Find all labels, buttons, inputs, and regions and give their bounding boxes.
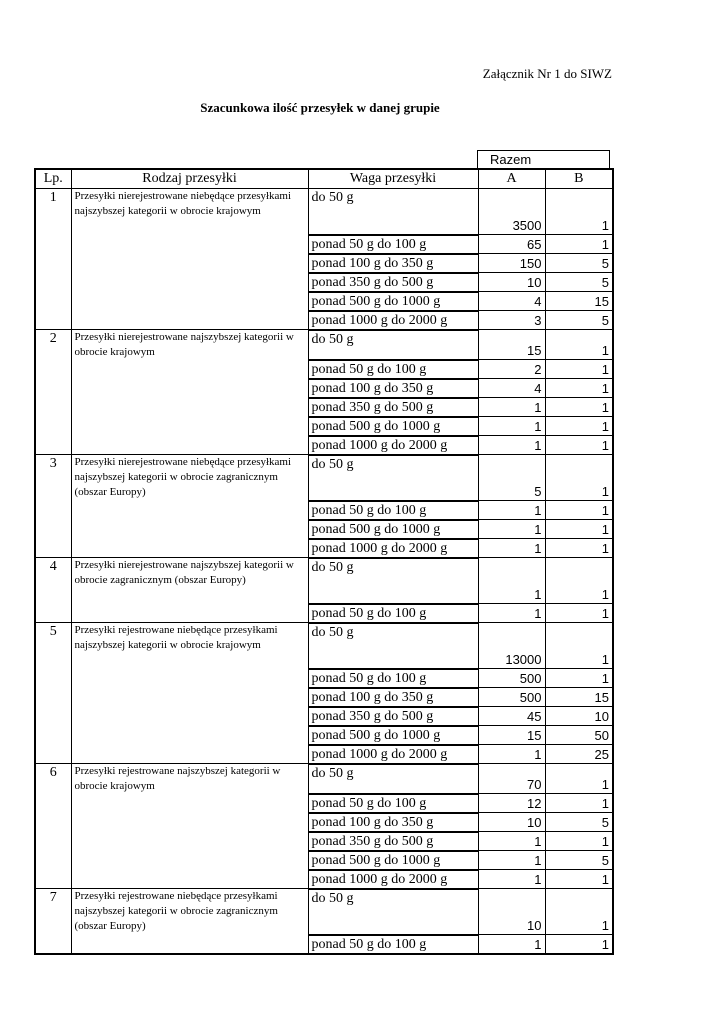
value-a-cell: 12: [478, 794, 545, 813]
value-b-cell: 1: [545, 558, 613, 604]
value-b-cell: 1: [545, 539, 613, 558]
group-number: 3: [35, 455, 71, 558]
value-b-cell: 1: [545, 604, 613, 623]
value-a-cell: 1: [478, 520, 545, 539]
table-row: [35, 764, 613, 794]
value-a-cell: 65: [478, 235, 545, 254]
shipments-table: [34, 168, 614, 955]
value-a-cell: 15: [478, 726, 545, 745]
value-a-cell: 10: [478, 889, 545, 935]
shipment-kind: Przesyłki nierejestrowane niebędące przesyłkami najszybszej kategorii w obrocie krajowym: [71, 189, 308, 330]
value-a-cell: 1: [478, 417, 545, 436]
value-b-cell: 1: [545, 832, 613, 851]
value-a-cell: 70: [478, 764, 545, 794]
value-a-cell: 10: [478, 813, 545, 832]
value-a-cell: 2: [478, 360, 545, 379]
weight-cell: do 50 g: [308, 330, 478, 360]
group-number: 5: [35, 623, 71, 764]
value-b-cell: 5: [545, 851, 613, 870]
value-b-cell: 10: [545, 707, 613, 726]
value-a-cell: 1: [478, 851, 545, 870]
shipment-kind: Przesyłki nierejestrowane najszybszej kategorii w obrocie zagranicznym (obszar Europy): [71, 558, 308, 623]
value-b-cell: 1: [545, 764, 613, 794]
shipment-kind: Przesyłki rejestrowane najszybszej kategorii w obrocie krajowym: [71, 764, 308, 889]
value-b-cell: 1: [545, 455, 613, 501]
value-b-cell: 15: [545, 292, 613, 311]
value-b-cell: 1: [545, 669, 613, 688]
value-a-cell: 1: [478, 539, 545, 558]
group-number: 4: [35, 558, 71, 623]
table-body: [35, 189, 613, 954]
annex-label: Załącznik Nr 1 do SIWZ: [482, 66, 612, 81]
value-b-cell: 1: [545, 889, 613, 935]
value-a-cell: 1: [478, 935, 545, 954]
weight-cell: ponad 350 g do 500 g: [308, 273, 478, 292]
weight-cell: ponad 1000 g do 2000 g: [308, 539, 478, 558]
value-b-cell: 1: [545, 935, 613, 954]
value-a-cell: 1: [478, 501, 545, 520]
header-b: B: [545, 169, 613, 189]
weight-cell: do 50 g: [308, 558, 478, 604]
weight-cell: ponad 500 g do 1000 g: [308, 520, 478, 539]
value-a-cell: 1: [478, 745, 545, 764]
shipment-kind: Przesyłki rejestrowane niebędące przesyłkami najszybszej kategorii w obrocie krajowym: [71, 623, 308, 764]
value-a-cell: 13000: [478, 623, 545, 669]
header-lp: Lp.: [35, 169, 71, 189]
value-b-cell: 5: [545, 254, 613, 273]
value-b-cell: 1: [545, 235, 613, 254]
value-a-cell: 10: [478, 273, 545, 292]
value-b-cell: 1: [545, 520, 613, 539]
weight-cell: ponad 1000 g do 2000 g: [308, 311, 478, 330]
weight-cell: ponad 100 g do 350 g: [308, 379, 478, 398]
group-number: 1: [35, 189, 71, 330]
header-weight: Waga przesyłki: [308, 169, 478, 189]
shipment-kind: Przesyłki nierejestrowane najszybszej kategorii w obrocie krajowym: [71, 330, 308, 455]
table-row: [35, 189, 613, 235]
value-b-cell: 5: [545, 273, 613, 292]
group-number: 6: [35, 764, 71, 889]
table-row: [35, 889, 613, 935]
weight-cell: do 50 g: [308, 889, 478, 935]
value-b-cell: 1: [545, 379, 613, 398]
weight-cell: ponad 1000 g do 2000 g: [308, 870, 478, 889]
value-a-cell: 3: [478, 311, 545, 330]
value-a-cell: 45: [478, 707, 545, 726]
value-b-cell: 25: [545, 745, 613, 764]
value-b-cell: 15: [545, 688, 613, 707]
weight-cell: ponad 50 g do 100 g: [308, 669, 478, 688]
value-a-cell: 5: [478, 455, 545, 501]
group-number: 7: [35, 889, 71, 954]
weight-cell: do 50 g: [308, 623, 478, 669]
weight-cell: ponad 350 g do 500 g: [308, 707, 478, 726]
weight-cell: ponad 50 g do 100 g: [308, 501, 478, 520]
header-kind: Rodzaj przesyłki: [71, 169, 308, 189]
weight-cell: ponad 50 g do 100 g: [308, 604, 478, 623]
weight-cell: ponad 500 g do 1000 g: [308, 292, 478, 311]
group-number: 2: [35, 330, 71, 455]
value-a-cell: 1: [478, 436, 545, 455]
weight-cell: ponad 50 g do 100 g: [308, 235, 478, 254]
value-b-cell: 1: [545, 870, 613, 889]
value-a-cell: 500: [478, 669, 545, 688]
weight-cell: ponad 1000 g do 2000 g: [308, 436, 478, 455]
weight-cell: do 50 g: [308, 764, 478, 794]
weight-cell: ponad 50 g do 100 g: [308, 935, 478, 954]
weight-cell: ponad 1000 g do 2000 g: [308, 745, 478, 764]
table-row: [35, 623, 613, 669]
weight-cell: ponad 100 g do 350 g: [308, 688, 478, 707]
value-a-cell: 3500: [478, 189, 545, 235]
value-b-cell: 1: [545, 794, 613, 813]
weight-cell: ponad 100 g do 350 g: [308, 813, 478, 832]
weight-cell: ponad 50 g do 100 g: [308, 360, 478, 379]
value-b-cell: 1: [545, 398, 613, 417]
value-b-cell: 5: [545, 311, 613, 330]
document-title: Szacunkowa ilość przesyłek w danej grupie: [200, 100, 440, 115]
table-row: [35, 558, 613, 604]
value-b-cell: 1: [545, 436, 613, 455]
value-a-cell: 1: [478, 870, 545, 889]
weight-cell: ponad 100 g do 350 g: [308, 254, 478, 273]
razem-header: Razem: [477, 150, 610, 169]
weight-cell: ponad 350 g do 500 g: [308, 832, 478, 851]
value-a-cell: 150: [478, 254, 545, 273]
value-a-cell: 1: [478, 832, 545, 851]
shipment-kind: Przesyłki nierejestrowane niebędące przesyłkami najszybszej kategorii w obrocie zagranicznym (obszar Europy): [71, 455, 308, 558]
weight-cell: do 50 g: [308, 189, 478, 235]
weight-cell: do 50 g: [308, 455, 478, 501]
header-a: A: [478, 169, 545, 189]
shipment-kind: Przesyłki rejestrowane niebędące przesyłkami najszybszej kategorii w obrocie zagranicznym (obszar Europy): [71, 889, 308, 954]
value-a-cell: 1: [478, 558, 545, 604]
value-a-cell: 4: [478, 379, 545, 398]
value-b-cell: 1: [545, 501, 613, 520]
value-b-cell: 1: [545, 330, 613, 360]
value-a-cell: 500: [478, 688, 545, 707]
weight-cell: ponad 500 g do 1000 g: [308, 417, 478, 436]
value-b-cell: 1: [545, 417, 613, 436]
table-row: [35, 455, 613, 501]
value-b-cell: 1: [545, 360, 613, 379]
value-a-cell: 4: [478, 292, 545, 311]
value-b-cell: 5: [545, 813, 613, 832]
value-b-cell: 50: [545, 726, 613, 745]
value-a-cell: 15: [478, 330, 545, 360]
value-a-cell: 1: [478, 604, 545, 623]
value-b-cell: 1: [545, 189, 613, 235]
table-row: [35, 330, 613, 360]
value-b-cell: 1: [545, 623, 613, 669]
weight-cell: ponad 500 g do 1000 g: [308, 851, 478, 870]
weight-cell: ponad 350 g do 500 g: [308, 398, 478, 417]
weight-cell: ponad 50 g do 100 g: [308, 794, 478, 813]
value-a-cell: 1: [478, 398, 545, 417]
weight-cell: ponad 500 g do 1000 g: [308, 726, 478, 745]
